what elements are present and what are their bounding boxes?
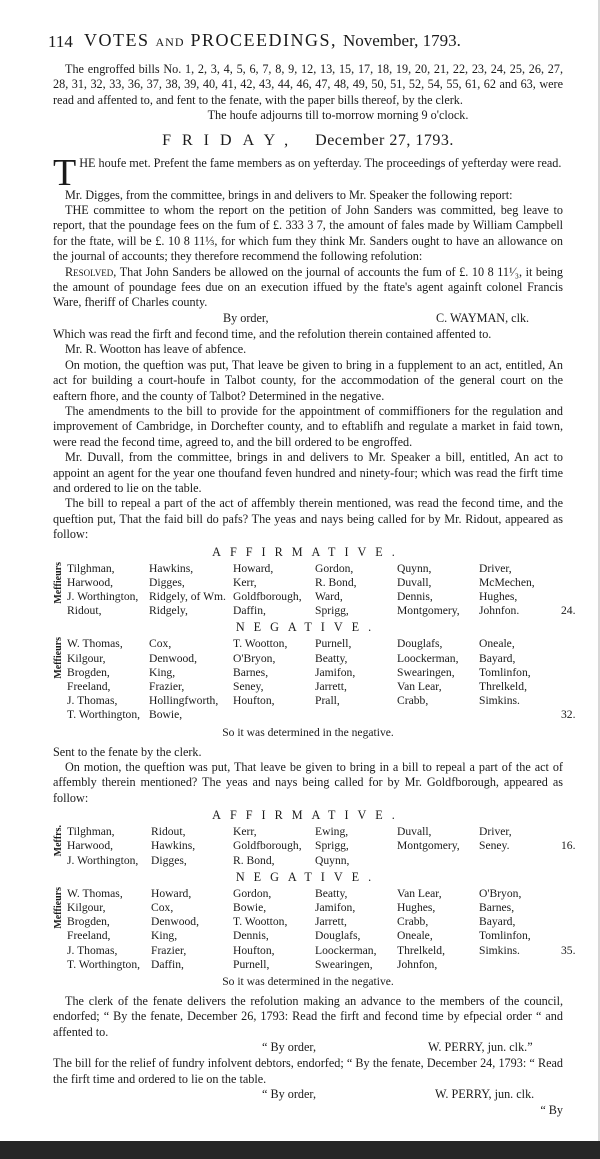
- voter: Hughes,: [397, 901, 436, 915]
- voter: J. Thomas,: [67, 694, 118, 708]
- voter: Driver,: [479, 825, 512, 839]
- title-votes: VOTES: [84, 30, 150, 50]
- voter: Freeland,: [67, 679, 111, 693]
- voter: Swearingen,: [397, 665, 455, 679]
- voter: Driver,: [479, 561, 512, 575]
- voter: Gordon,: [315, 561, 354, 575]
- catchword-row: [53, 1103, 563, 1119]
- voter: Loockerman,: [315, 943, 377, 957]
- neg1-col-4: [397, 637, 479, 722]
- by-order-2: “ By order,: [262, 1040, 316, 1055]
- voter: Douglafs,: [315, 929, 361, 943]
- voter: Bowie,: [149, 708, 183, 722]
- neg2-col-2: [233, 887, 315, 972]
- voter: Gordon,: [233, 886, 272, 900]
- voter: Threlkeld,: [479, 679, 527, 693]
- voter: Ridgely, of Wm.: [149, 589, 226, 603]
- aff2-col-2: [233, 825, 315, 868]
- messieurs-label-neg-2: Meffieurs: [53, 886, 64, 929]
- voter: W. Thomas,: [67, 637, 123, 651]
- neg2-col-4: [397, 887, 479, 972]
- voter: Oneale,: [397, 929, 433, 943]
- voter: Sprigg,: [315, 839, 349, 853]
- negative-block-2: [53, 886, 576, 972]
- scan-bottom-border: [0, 1141, 600, 1159]
- running-title: [84, 30, 461, 51]
- neg2-col-3: [315, 887, 397, 972]
- signature-row-1: [53, 311, 563, 327]
- drop-cap: T: [53, 151, 77, 194]
- voter: Prall,: [315, 694, 340, 708]
- voter: Freeland,: [67, 929, 111, 943]
- voter: Tomlinfon,: [479, 665, 531, 679]
- title-proceedings: PROCEEDINGS,: [190, 30, 338, 50]
- voter: Sprigg,: [315, 604, 349, 618]
- header-date: November, 1793.: [343, 31, 461, 50]
- voter: Barnes,: [233, 665, 269, 679]
- negative-label-2: NEGATIVE.: [235, 869, 381, 884]
- voter: Ward,: [315, 589, 343, 603]
- voter: Oneale,: [479, 637, 515, 651]
- messieurs-label-aff-1: Meffieurs: [53, 561, 64, 604]
- voter: Seney,: [233, 679, 264, 693]
- voter: Barnes,: [479, 901, 515, 915]
- voter: Duvall,: [397, 825, 432, 839]
- voter: Harwood,: [67, 575, 114, 589]
- voter: Howard,: [151, 886, 192, 900]
- voter: Tilghman,: [67, 561, 115, 575]
- voter: Purnell,: [233, 957, 270, 971]
- voter: Purnell,: [315, 637, 352, 651]
- voter: T. Wootton,: [233, 915, 288, 929]
- voter: J. Thomas,: [67, 943, 118, 957]
- voter: J. Worthington,: [67, 589, 139, 603]
- vote-table-2: [53, 808, 576, 989]
- title-and: AND: [155, 35, 185, 49]
- voter: Seney.: [479, 839, 510, 853]
- voter: Kilgour,: [67, 901, 106, 915]
- voter: Swearingen,: [315, 957, 373, 971]
- signature-row-3: [53, 1087, 563, 1103]
- voter: Denwood,: [149, 651, 197, 665]
- voter: Jarrett,: [315, 915, 347, 929]
- voter: Brogden,: [67, 915, 110, 929]
- cambridge-amendments-paragraph: The amendments to the bill to provide for the appointment of commiffioners for the regulation and improvement of Cambridge, in Dorchefter county, and to eftablifh and regulate a market in faid town, were read the fecond time, agreed to, and the bill ordered to be engroffed.: [53, 403, 563, 449]
- neg1-col-2: [233, 637, 315, 722]
- aff2-col-5: [479, 825, 561, 868]
- voter: Threlkeld,: [397, 943, 445, 957]
- voter: Howard,: [233, 561, 274, 575]
- voter: Harwood,: [67, 839, 114, 853]
- signature-perry-2: W. PERRY, jun. clk.: [435, 1087, 535, 1102]
- signature-row-2: [53, 1040, 563, 1056]
- voter: Kerr,: [233, 825, 257, 839]
- signature-wayman: C. WAYMAN, clk.: [436, 310, 530, 325]
- read-first-second-paragraph: Which was read the firft and fecond time, and the refolution therein contained affented to.: [53, 326, 492, 341]
- messrs-label-aff-2: Meffrs.: [53, 825, 64, 857]
- aff1-col-3: [315, 562, 397, 619]
- duvall-agent-bill-paragraph: Mr. Duvall, from the committee, brings in and delivers to Mr. Speaker a bill, entitled, An act to appoint an agent for the year one thoufand feven hundred and ninety-four; which was read the firft time and ordered to lie on the table.: [53, 450, 563, 495]
- voter: King,: [151, 929, 178, 943]
- voter: Digges,: [151, 853, 187, 867]
- affirmative-count-2: 16.: [561, 839, 576, 853]
- voter: Jamifon,: [315, 901, 356, 915]
- voter: Daffin,: [151, 957, 184, 971]
- resolved-text: That John Sanders be allowed on the journal of accounts the fum of £. 10 8 11¹⁄₃, it being the amount of poundage fees due on an execution iffued by the ftate's agent againft colonel Francis Ware, fheriff of Charles county.: [53, 264, 563, 310]
- voter: Johnfon.: [479, 604, 520, 618]
- voter: Bowie,: [233, 901, 267, 915]
- voter: Crabb,: [397, 915, 429, 929]
- affirmative-block-1: [53, 561, 576, 619]
- voter: Ridgely,: [149, 604, 188, 618]
- aff2-col-1: [151, 825, 233, 868]
- insolvent-debtors-paragraph: The bill for the relief of fundry infolvent debtors, endorfed; “ By the fenate, December 24, 1793: “ Read the firft time and ordered to lie on the table.: [53, 1056, 563, 1086]
- affirmative-label-1: AFFIRMATIVE.: [212, 544, 404, 559]
- neg1-col-0: [67, 637, 149, 722]
- voter: O'Bryon,: [479, 886, 522, 900]
- neg2-col-0: [67, 887, 151, 972]
- signature-perry-1: W. PERRY, jun. clk.”: [428, 1040, 533, 1055]
- negative-block-1: [53, 637, 576, 722]
- aff1-col-2: [233, 562, 315, 619]
- voter: Loockerman,: [397, 651, 459, 665]
- aff2-col-0: [67, 825, 151, 868]
- vote-result-1: So it was determined in the negative.: [222, 725, 394, 739]
- voter: Quynn,: [397, 561, 432, 575]
- voter: Cox,: [151, 901, 174, 915]
- voter: Johnfon,: [397, 957, 438, 971]
- committee-report-paragraph: THE committee to whom the report on the petition of John Sanders was committed, beg leave to report, that the poundage fees on the fum of £. 333 3 7, the amount of fales made by William Campbell for the ftate, will be £. 10 8 11⅓, for which fum they think Mr. Sanders ought to have an allowance on the journal of accounts; they therefore recommend the following refolution:: [53, 203, 563, 264]
- voter: Dennis,: [233, 929, 269, 943]
- affirmative-block-2: [53, 825, 576, 868]
- voter: T. Wootton,: [233, 637, 288, 651]
- adjourns-line: The houfe adjourns till to-morrow morning 9 o'clock.: [207, 108, 469, 123]
- neg1-col-3: [315, 637, 397, 722]
- voter: Simkins.: [479, 694, 520, 708]
- voter: Daffin,: [233, 604, 266, 618]
- voter: R. Bond,: [233, 853, 275, 867]
- voter: Tomlinfon,: [479, 929, 531, 943]
- aff1-col-0: [67, 562, 149, 619]
- voter: J. Worthington,: [67, 853, 139, 867]
- voter: Houfton,: [233, 943, 275, 957]
- running-header: [48, 30, 563, 56]
- voter: Bayard,: [479, 651, 516, 665]
- voter: Houfton,: [233, 694, 275, 708]
- voter: Montgomery,: [397, 839, 460, 853]
- by-order-3: “ By order,: [262, 1087, 316, 1102]
- voter: Montgomery,: [397, 604, 460, 618]
- voter: Brogden,: [67, 665, 110, 679]
- neg1-col-1: [149, 637, 233, 722]
- voter: Jarrett,: [315, 679, 347, 693]
- aff1-col-1: [149, 562, 233, 619]
- by-order-1: By order,: [223, 310, 269, 325]
- affirmative-count-1: 24.: [561, 604, 576, 618]
- house-met-paragraph: [53, 151, 563, 194]
- voter: Simkins.: [479, 943, 520, 957]
- voter: Frazier,: [149, 679, 185, 693]
- neg2-col-1: [151, 887, 233, 972]
- voter: McMechen,: [479, 575, 535, 589]
- voter: Tilghman,: [67, 825, 115, 839]
- voter: Jamifon,: [315, 665, 356, 679]
- voter: T. Worthington,: [67, 957, 141, 971]
- day-date: December 27, 1793.: [315, 131, 454, 149]
- vote-table-1: [53, 544, 576, 739]
- wootton-leave-paragraph: Mr. R. Wootton has leave of abfence.: [65, 342, 247, 357]
- engrossed-bills-paragraph: The engroffed bills No. 1, 2, 3, 4, 5, 6, 7, 8, 9, 12, 13, 15, 17, 18, 19, 20, 21, 22, 23, 24, 25, 26, 27, 28, 31, 32, 33, 36, 37, 38, 39, 40, 41, 42, 43, 44, 46, 47, 48, 49, 50, 51, 52, 54, 55, 61, 62 and 63, were read and affented to, and fent to the fenate, with the paper bills thereof, by the clerk.: [53, 62, 563, 107]
- voter: Frazier,: [151, 943, 187, 957]
- talbot-motion-paragraph: On motion, the queftion was put, That leave be given to bring in a fupplement to an act, entitled, An act for building a court-houfe in Talbot county, for the accommodation of the general court on the eaftern fhore, and the county of Talbot? Determined in the negative.: [53, 357, 563, 403]
- voter: Goldfborough,: [233, 589, 302, 603]
- aff2-col-3: [315, 825, 397, 868]
- voter: Hawkins,: [149, 561, 194, 575]
- voter: Quynn,: [315, 853, 350, 867]
- day-name: FRIDAY,: [162, 131, 300, 149]
- messieurs-label-neg-1: Meffieurs: [53, 637, 64, 680]
- voter: Hawkins,: [151, 839, 196, 853]
- affirmative-label-2: AFFIRMATIVE.: [212, 808, 404, 823]
- negative-count-1: 32.: [561, 708, 576, 722]
- voter: Van Lear,: [397, 679, 442, 693]
- voter: Ridout,: [67, 604, 102, 618]
- voter: Beatty,: [315, 651, 348, 665]
- voter: Dennis,: [397, 589, 433, 603]
- aff1-col-5: [479, 562, 561, 619]
- voter: T. Worthington,: [67, 708, 141, 722]
- voter: Kerr,: [233, 575, 257, 589]
- sent-to-senate-line: Sent to the fenate by the clerk.: [53, 744, 202, 759]
- negative-label-1: NEGATIVE.: [235, 620, 381, 635]
- voter: Crabb,: [397, 694, 429, 708]
- voter: O'Bryon,: [233, 651, 276, 665]
- voter: Goldfborough,: [233, 839, 302, 853]
- day-heading: [53, 132, 563, 150]
- digges-report-paragraph: Mr. Digges, from the committee, brings in and delivers to Mr. Speaker the following report:: [65, 187, 513, 202]
- negative-count-2: 35.: [561, 943, 576, 957]
- voter: Douglafs,: [397, 637, 443, 651]
- repeal-bill-paragraph: The bill to repeal a part of the act of affembly therein mentioned, was read the fecond time, and the queftion put, That the faid bill do pafs? The yeas and nays being called for by Mr. Ridout, appeared as follow:: [53, 496, 563, 542]
- voter: Ewing,: [315, 825, 349, 839]
- voter: Hughes,: [479, 589, 518, 603]
- voter: Cox,: [149, 637, 172, 651]
- voter: Van Lear,: [397, 886, 442, 900]
- neg2-col-5: [479, 887, 561, 972]
- resolved-word: Resolved,: [65, 264, 117, 279]
- voter: Duvall,: [397, 575, 432, 589]
- page-number: 114: [48, 32, 73, 51]
- voter: Digges,: [149, 575, 185, 589]
- vote-result-2: So it was determined in the negative.: [222, 975, 394, 989]
- senate-clerk-resolution-paragraph: The clerk of the fenate delivers the refolution making an advance to the members of the council, endorfed; “ By the fenate, December 26, 1793: Read the firft and fecond time by efpecial order “ and affented to.: [53, 994, 563, 1039]
- voter: W. Thomas,: [67, 886, 123, 900]
- catchword: “ By: [540, 1103, 563, 1118]
- aff2-col-4: [397, 825, 479, 868]
- neg1-col-5: [479, 637, 561, 722]
- voter: Denwood,: [151, 915, 199, 929]
- voter: Hollingfworth,: [149, 694, 219, 708]
- resolved-paragraph: [53, 265, 563, 311]
- goldsborough-motion-paragraph: On motion, the queftion was put, That leave be given to bring in a bill to repeal a part of the act of affembly therein mentioned? The yeas and nays being called for by Mr. Goldfborough, appeared as follow:: [53, 760, 563, 805]
- voter: Ridout,: [151, 825, 186, 839]
- voter: King,: [149, 665, 176, 679]
- voter: Bayard,: [479, 915, 516, 929]
- voter: Beatty,: [315, 886, 348, 900]
- aff1-col-4: [397, 562, 479, 619]
- voter: R. Bond,: [315, 575, 357, 589]
- house-met-text: HE houfe met. Prefent the fame members as on yefterday. The proceedings of yefterday were read.: [79, 155, 562, 170]
- voter: Kilgour,: [67, 651, 106, 665]
